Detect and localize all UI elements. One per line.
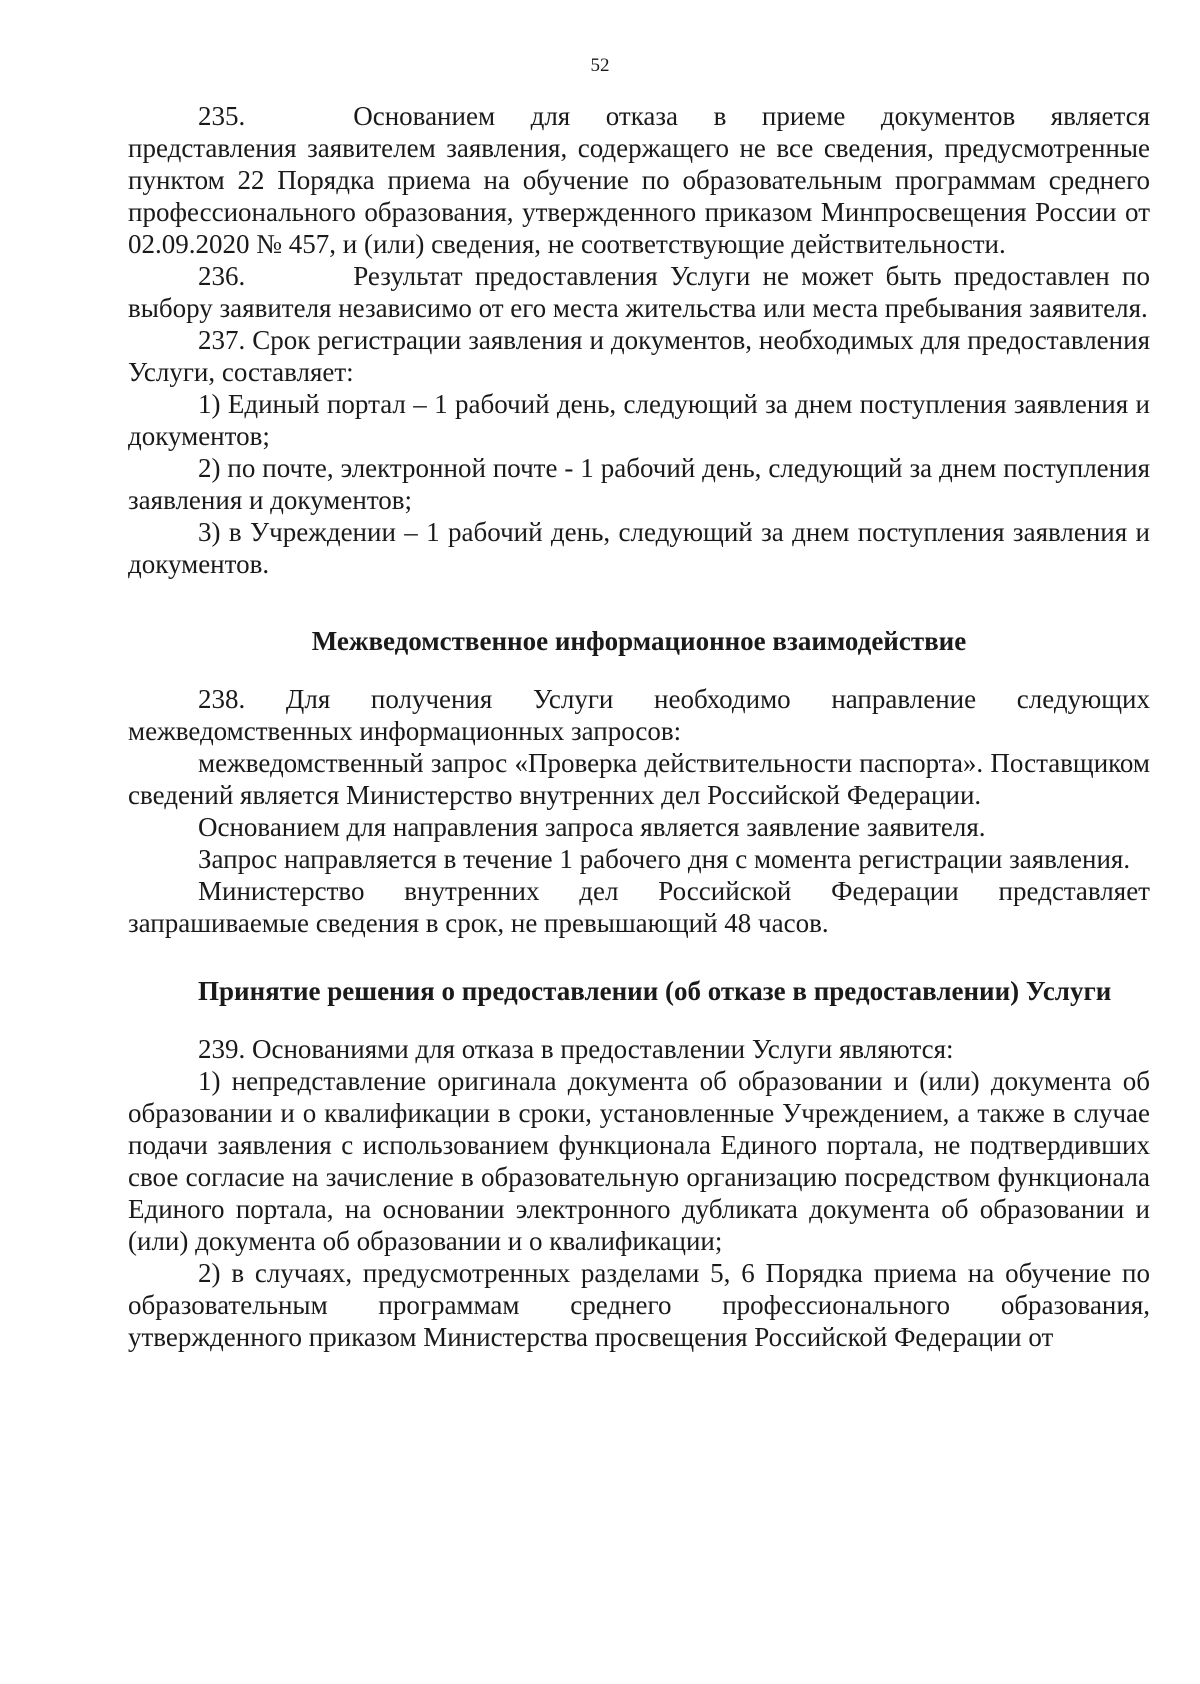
document-body	[128, 100, 1150, 1353]
paragraph-237-item-2: 2) по почте, электронной почте - 1 рабочий день, следующий за днем поступления заявления и документов;	[128, 453, 1150, 515]
section-heading-decision: Принятие решения о предоставлении (об отказе в предоставлении) Услуги	[198, 976, 1112, 1006]
paragraph-237: 237. Срок регистрации заявления и документов, необходимых для предоставления Услуги, составляет:	[128, 325, 1150, 387]
paragraph-239-item-1: 1) непредставление оригинала документа об образовании и (или) документа об образовании и о квалификации в сроки, установленные Учреждением, а также в случае подачи заявления с использованием функционала Единого портала, не подтвердивших свое согласие на зачисление в образовательную организацию посредством функционала Единого портала, на основании электронного дубликата документа об образовании и (или) документа об образовании и о квалификации;	[128, 1066, 1150, 1256]
page-number: 52	[590, 55, 610, 76]
paragraph-239-item-2: 2) в случаях, предусмотренных разделами 5, 6 Порядка приема на обучение по образовательным программам среднего профессионального образования, утвержденного приказом Министерства просвещения Российской Федерации от	[128, 1258, 1150, 1352]
section-heading-interagency: Межведомственное информационное взаимодействие	[311, 626, 967, 656]
paragraph-236: 236. Результат предоставления Услуги не может быть предоставлен по выбору заявителя независимо от его места жительства или места пребывания заявителя.	[128, 261, 1150, 323]
paragraph-238-request: межведомственный запрос «Проверка действительности паспорта». Поставщиком сведений является Министерство внутренних дел Российской Федерации.	[128, 748, 1150, 810]
paragraph-235: 235. Основанием для отказа в приеме документов является представления заявителем заявления, содержащего не все сведения, предусмотренные пунктом 22 Порядка приема на обучение по образовательным программам среднего профессионального образования, утвержденного приказом Минпросвещения России от 02.09.2020 № 457, и (или) сведения, не соответствующие действительности.	[128, 101, 1150, 259]
paragraph-238-timing: Запрос направляется в течение 1 рабочего дня с момента регистрации заявления.	[198, 844, 1131, 874]
paragraph-238-response: Министерство внутренних дел Российской Федерации представляет запрашиваемые сведения в срок, не превышающий 48 часов.	[128, 876, 1150, 938]
paragraph-237-item-3: 3) в Учреждении – 1 рабочий день, следующий за днем поступления заявления и документов.	[128, 517, 1150, 579]
paragraph-239: 239. Основаниями для отказа в предоставлении Услуги являются:	[198, 1034, 954, 1064]
paragraph-237-item-1: 1) Единый портал – 1 рабочий день, следующий за днем поступления заявления и документов;	[128, 389, 1150, 451]
paragraph-238: 238. Для получения Услуги необходимо направление следующих межведомственных информационных запросов:	[128, 684, 1150, 746]
paragraph-238-basis: Основанием для направления запроса является заявление заявителя.	[198, 812, 986, 842]
